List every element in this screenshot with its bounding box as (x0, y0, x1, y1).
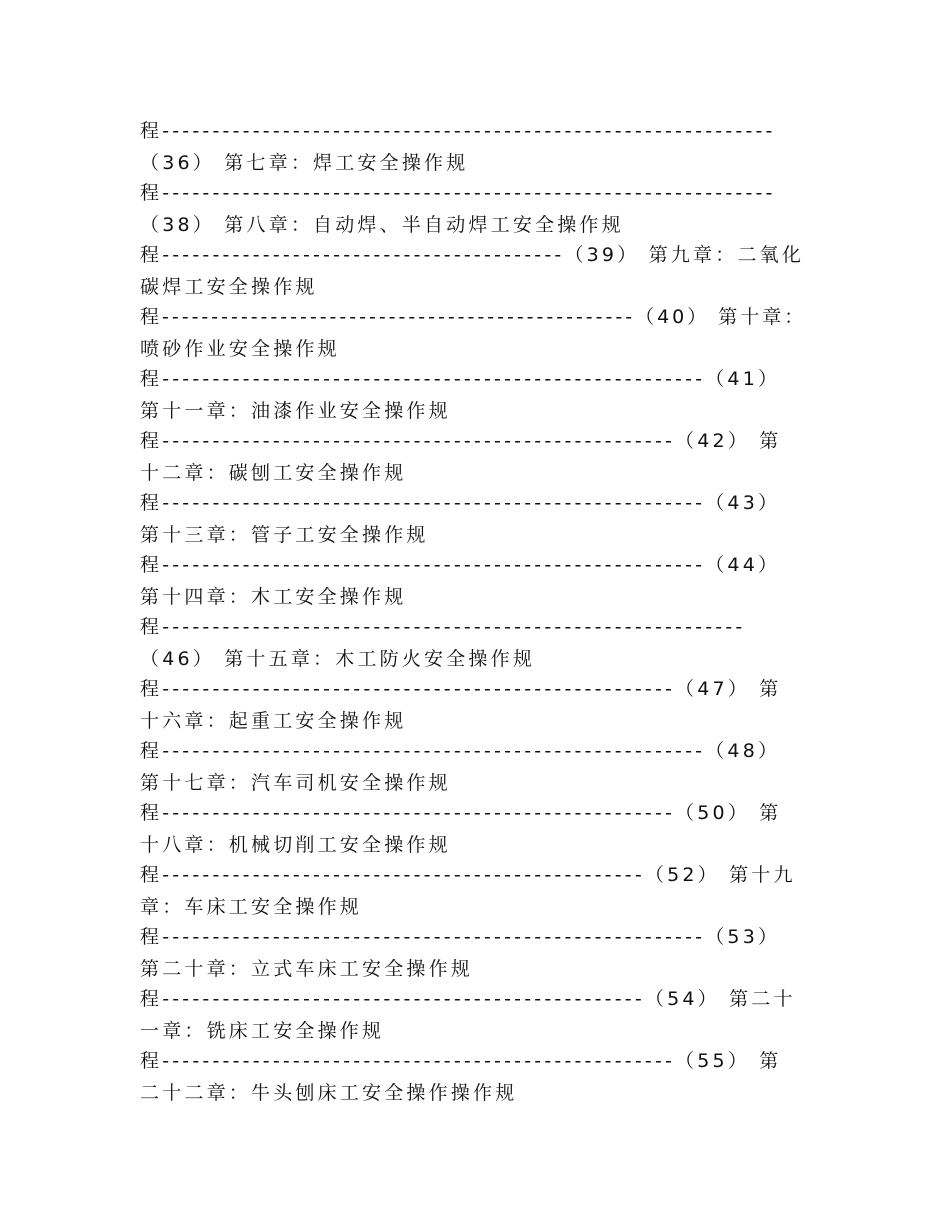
toc-line: 二十二章：牛头刨床工安全操作操作规 (140, 1082, 518, 1104)
toc-line: 十二章：碳刨工安全操作规 (140, 462, 407, 484)
toc-line: 第十七章：汽车司机安全操作规 (140, 772, 451, 794)
toc-line: 程---------------------------------------------------（55） 第 (140, 1050, 782, 1072)
toc-line: 第十一章：油漆作业安全操作规 (140, 400, 451, 422)
toc-line: 程----------------------------------------（39） 第九章：二氧化 (140, 244, 805, 266)
toc-line: 程---------------------------------------------------（42） 第 (140, 430, 782, 452)
toc-line: 程------------------------------------------------------（41） (140, 368, 781, 390)
toc-line: 程---------------------------------------------------（50） 第 (140, 802, 782, 824)
toc-line: （46） 第十五章：木工防火安全操作规 (140, 648, 536, 670)
toc-line: 第二十章：立式车床工安全操作规 (140, 958, 474, 980)
toc-line: 程------------------------------------------------（40） 第十章： (140, 306, 807, 328)
toc-line: 碳焊工安全操作规 (140, 276, 318, 298)
toc-line: （38） 第八章：自动焊、半自动焊工安全操作规 (140, 214, 624, 236)
toc-line: 十八章：机械切削工安全操作规 (140, 834, 451, 856)
toc-line: 十六章：起重工安全操作规 (140, 710, 407, 732)
toc-line: 程------------------------------------------------------------- (140, 120, 776, 142)
toc-line: 程------------------------------------------------------（43） (140, 492, 781, 514)
toc-line: 喷砂作业安全操作规 (140, 338, 340, 360)
toc-line: 程---------------------------------------------------（47） 第 (140, 678, 782, 700)
toc-line: 程------------------------------------------------（52） 第十九 (140, 864, 796, 886)
toc-line: 第十三章：管子工安全操作规 (140, 524, 429, 546)
toc-line: 程------------------------------------------------------（53） (140, 926, 781, 948)
toc-line: （36） 第七章：焊工安全操作规 (140, 152, 469, 174)
toc-line: 程------------------------------------------------------（48） (140, 740, 781, 762)
toc-line: 程------------------------------------------------------（44） (140, 554, 781, 576)
toc-line: 第十四章：木工安全操作规 (140, 586, 407, 608)
toc-line: 程------------------------------------------------------------- (140, 182, 776, 204)
toc-line: 章：车床工安全操作规 (140, 896, 363, 918)
toc-line: 程------------------------------------------------（54） 第二十 (140, 988, 796, 1010)
toc-line: 程---------------------------------------------------------- (140, 616, 746, 638)
toc-line: 一章：铣床工安全操作规 (140, 1020, 385, 1042)
